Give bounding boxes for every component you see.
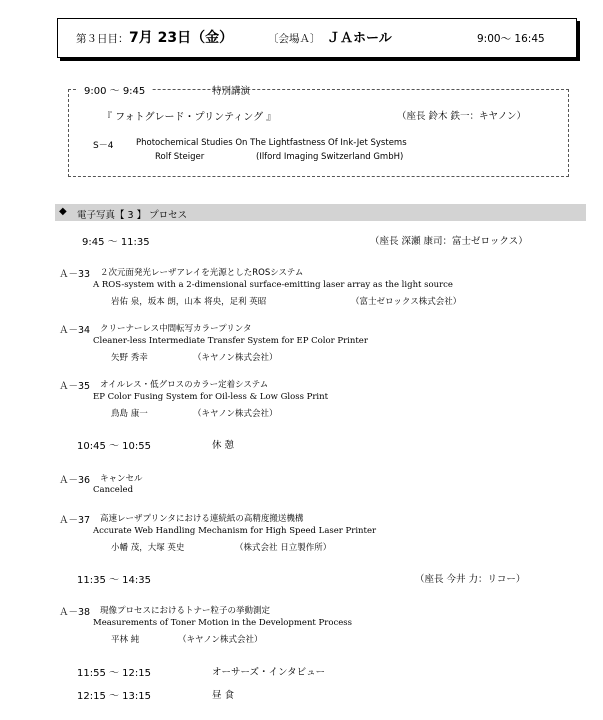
interview-label: オーサーズ・インタビュー bbox=[212, 667, 326, 678]
paper-authors: 鳥島 康一 bbox=[111, 409, 148, 419]
paper-authors: 矢野 秀幸 bbox=[111, 353, 148, 363]
paper-title-en: Canceled bbox=[93, 485, 134, 495]
paper-affiliation: （キヤノン株式会社） bbox=[193, 409, 278, 419]
interview-time: 11:55 ～ 12:15 bbox=[77, 668, 151, 679]
day-label: 第３日目： bbox=[76, 33, 129, 45]
paper-title-en: Cleaner-less Intermediate Transfer System for EP Color Printer bbox=[93, 336, 368, 346]
break-time: 10:45 ～ 10:55 bbox=[77, 441, 151, 452]
paper-affiliation: （キヤノン株式会社） bbox=[178, 635, 263, 645]
special-author: Rolf Steiger bbox=[155, 152, 205, 162]
special-chair: （座長 鈴木 鉄一：キヤノン） bbox=[397, 111, 526, 122]
paper-title-jp: 高速レーザプリンタにおける連続紙の高精度搬送機構 bbox=[100, 514, 304, 524]
session2-chair: （座長 今井 力：リコー） bbox=[415, 574, 526, 585]
paper-code: Ａ－33 bbox=[59, 269, 91, 280]
paper-title-jp: キャンセル bbox=[100, 474, 143, 484]
section-title: 電子写真【 3 】 プロセス bbox=[77, 210, 188, 221]
paper-code: Ａ－35 bbox=[59, 381, 91, 392]
paper-code: Ａ－37 bbox=[59, 515, 91, 526]
paper-title-jp: オイルレス・低グロスのカラー定着システム bbox=[100, 380, 269, 390]
lunch-label: 昼 食 bbox=[212, 690, 235, 701]
special-lecture-box bbox=[68, 89, 569, 177]
paper-title-en: Measurements of Toner Motion in the Development Process bbox=[93, 618, 352, 628]
paper-code: Ａ－38 bbox=[59, 607, 91, 618]
session1-time: 9:45 ～ 11:35 bbox=[82, 237, 150, 248]
paper-title-en: EP Color Fusing System for Oil-less & Low Gloss Print bbox=[93, 392, 329, 402]
special-legend bbox=[78, 82, 151, 96]
paper-title-jp: クリーナーレス中間転写カラープリンタ bbox=[100, 324, 252, 334]
paper-code: Ａ－34 bbox=[59, 325, 91, 336]
special-code: S－4 bbox=[93, 141, 114, 151]
special-kind: 特別講演 bbox=[212, 86, 251, 97]
special-affiliation: (Ilford Imaging Switzerland GmbH) bbox=[256, 152, 404, 162]
paper-title-jp: 現像プロセスにおけるトナー粒子の挙動測定 bbox=[100, 606, 271, 616]
special-paper-title: Photochemical Studies On The Lightfastness Of Ink-Jet Systems bbox=[136, 138, 407, 148]
date: 7月 23日（金） bbox=[129, 30, 234, 46]
special-title: 『 フォトグレード・プリンティング 』 bbox=[102, 112, 277, 123]
paper-affiliation: （富士ゼロックス株式会社） bbox=[351, 297, 462, 307]
paper-title-jp: ２次元面発光レーザアレイを光源としたROSシステム bbox=[100, 268, 304, 278]
paper-title-en: Accurate Web Handling Mechanism for High Speed Laser Printer bbox=[93, 526, 377, 536]
paper-authors: 岩佑 泉，坂本 朗，山本 将央，足利 英昭 bbox=[111, 297, 267, 307]
paper-affiliation: （株式会社 日立製作所） bbox=[235, 543, 332, 553]
section-bullet: ◆ bbox=[59, 206, 67, 217]
hours: 9:00～ 16:45 bbox=[477, 33, 545, 45]
hall: ＪＡホール bbox=[327, 31, 392, 46]
paper-title-en: A ROS-system with a 2-dimensional surface-emitting laser array as the light source bbox=[93, 280, 453, 290]
break-label: 休 憩 bbox=[212, 440, 235, 451]
paper-affiliation: （キヤノン株式会社） bbox=[193, 353, 278, 363]
paper-code: Ａ－36 bbox=[59, 475, 91, 486]
session2-time: 11:35 ～ 14:35 bbox=[77, 575, 151, 586]
lunch-time: 12:15 ～ 13:15 bbox=[77, 691, 151, 702]
paper-authors: 平林 純 bbox=[111, 635, 140, 645]
special-time: 9:00 ～ 9:45 bbox=[84, 86, 146, 97]
room: 〔会場Ａ〕 bbox=[268, 33, 321, 45]
session1-chair: （座長 深瀬 康司：富士ゼロックス） bbox=[370, 236, 528, 247]
paper-authors: 小幡 茂，大塚 英史 bbox=[111, 543, 185, 553]
